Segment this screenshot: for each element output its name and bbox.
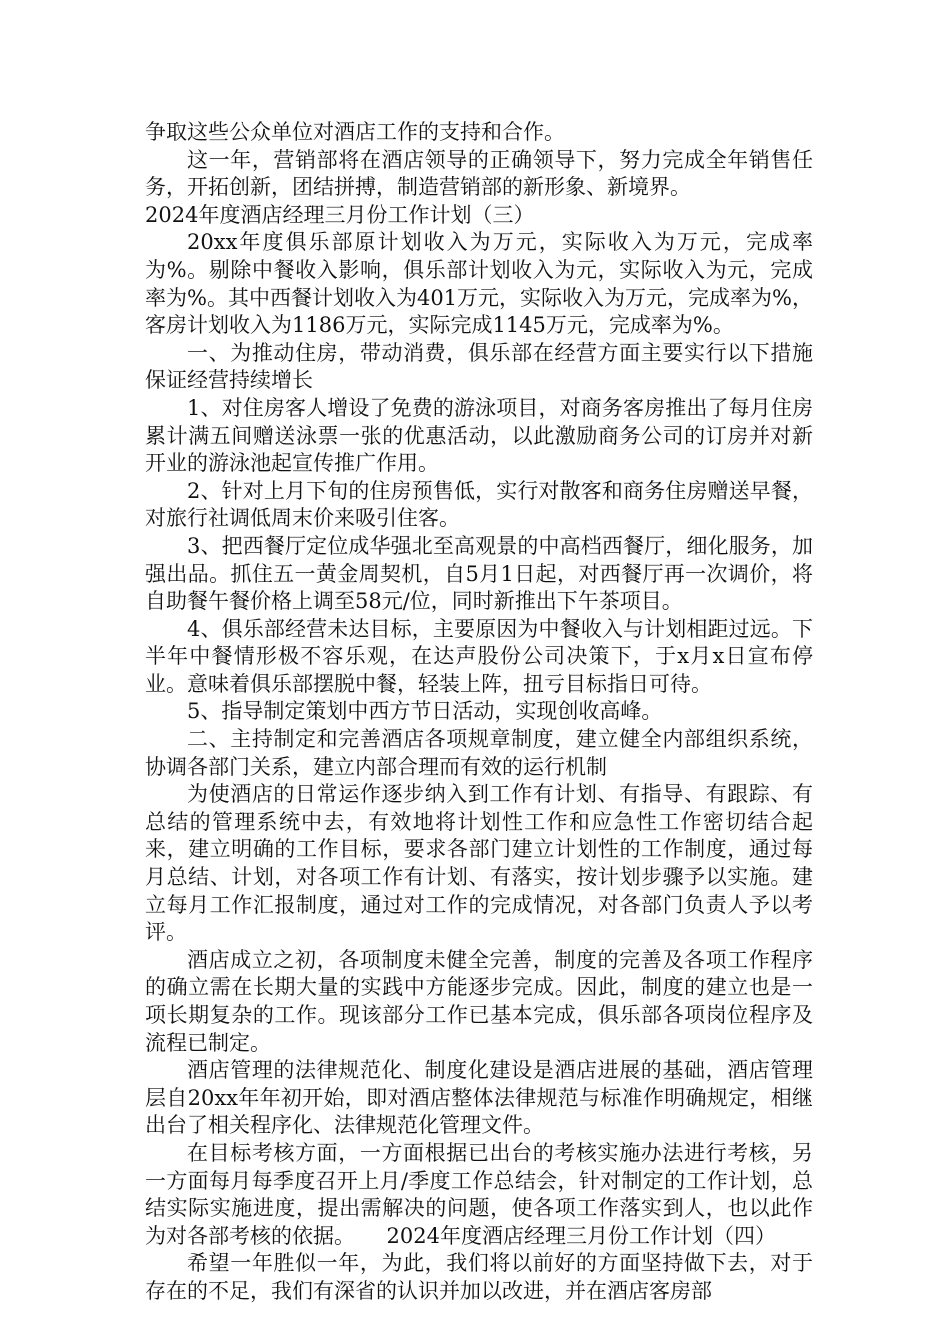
paragraph: 1、对住房客人增设了免费的游泳项目，对商务客房推出了每月住房累计满五间赠送泳票一张的优惠活动，以此激励商务公司的订房并对新开业的游泳池起宣传推广作用。 (145, 395, 813, 476)
paragraph: 4、俱乐部经营未达目标，主要原因为中餐收入与计划相距过远。下半年中餐情形极不容乐观，在达声股份公司决策下，于x月x日宣布停业。意味着俱乐部摆脱中餐，轻装上阵，扭亏目标指日可待。 (145, 616, 813, 696)
paragraph: 20xx年度俱乐部原计划收入为万元，实际收入为万元，完成率为%。剔除中餐收入影响，俱乐部计划收入为元，实际收入为元，完成率为%。其中西餐计划收入为401万元，实际收入为万元，完成率为%，客房计划收入为1186万元，实际完成1145万元，完成率为%。 (145, 230, 813, 338)
paragraph: 这一年，营销部将在酒店领导的正确领导下，努力完成全年销售任务，开拓创新，团结拼搏，制造营销部的新形象、新境界。 (145, 147, 813, 200)
paragraph: 2、针对上月下旬的住房预售低，实行对散客和商务住房赠送早餐，对旅行社调低周末价来吸引住客。 (145, 478, 813, 531)
paragraph: 争取这些公众单位对酒店工作的支持和合作。 (145, 120, 565, 144)
section-heading: 2024年度酒店经理三月份工作计划（三） (145, 202, 535, 227)
paragraph: 5、指导制定策划中西方节日活动，实现创收高峰。 (187, 699, 663, 724)
paragraph: 在目标考核方面，一方面根据已出台的考核实施办法进行考核，另一方面每月每季度召开上月/季度工作总结会，针对制定的工作计划，总结实际实施进度，提出需解决的问题，使各项工作落实到人，也以此作为对各部考核的依据。 2024年度酒店经理三月份工作计划（四） (145, 1140, 813, 1248)
document-body (145, 119, 813, 1306)
paragraph: 一、为推动住房，带动消费，俱乐部在经营方面主要实行以下措施保证经营持续增长 (145, 340, 813, 393)
paragraph: 3、把西餐厅定位成华强北至高观景的中高档西餐厅，细化服务，加强出品。抓住五一黄金周契机，自5月1日起，对西餐厅再一次调价，将自助餐午餐价格上调至58元/位，同时新推出下午茶项目。 (145, 533, 813, 614)
paragraph: 二、主持制定和完善酒店各项规章制度，建立健全内部组织系统，协调各部门关系，建立内部合理而有效的运行机制 (145, 727, 813, 779)
paragraph: 希望一年胜似一年，为此，我们将以前好的方面坚持做下去，对于存在的不足，我们有深省的认识并加以改进，并在酒店客房部 (145, 1251, 813, 1303)
paragraph: 为使酒店的日常运作逐步纳入到工作有计划、有指导、有跟踪、有总结的管理系统中去，有效地将计划性工作和应急性工作密切结合起来，建立明确的工作目标，要求各部门建立计划性的工作制度，通过每月总结、计划，对各项工作有计划、有落实，按计划步骤予以实施。建立每月工作汇报制度，通过对工作的完成情况，对各部门负责人予以考评。 (145, 782, 813, 945)
paragraph: 酒店成立之初，各项制度未健全完善，制度的完善及各项工作程序的确立需在长期大量的实践中方能逐步完成。因此，制度的建立也是一项长期复杂的工作。现该部分工作已基本完成，俱乐部各项岗位程序及流程已制定。 (145, 947, 813, 1055)
paragraph: 酒店管理的法律规范化、制度化建设是酒店进展的基础，酒店管理层自20xx年年初开始，即对酒店整体法律规范与标准作明确规定，相继出台了相关程序化、法律规范化管理文件。 (145, 1058, 813, 1138)
